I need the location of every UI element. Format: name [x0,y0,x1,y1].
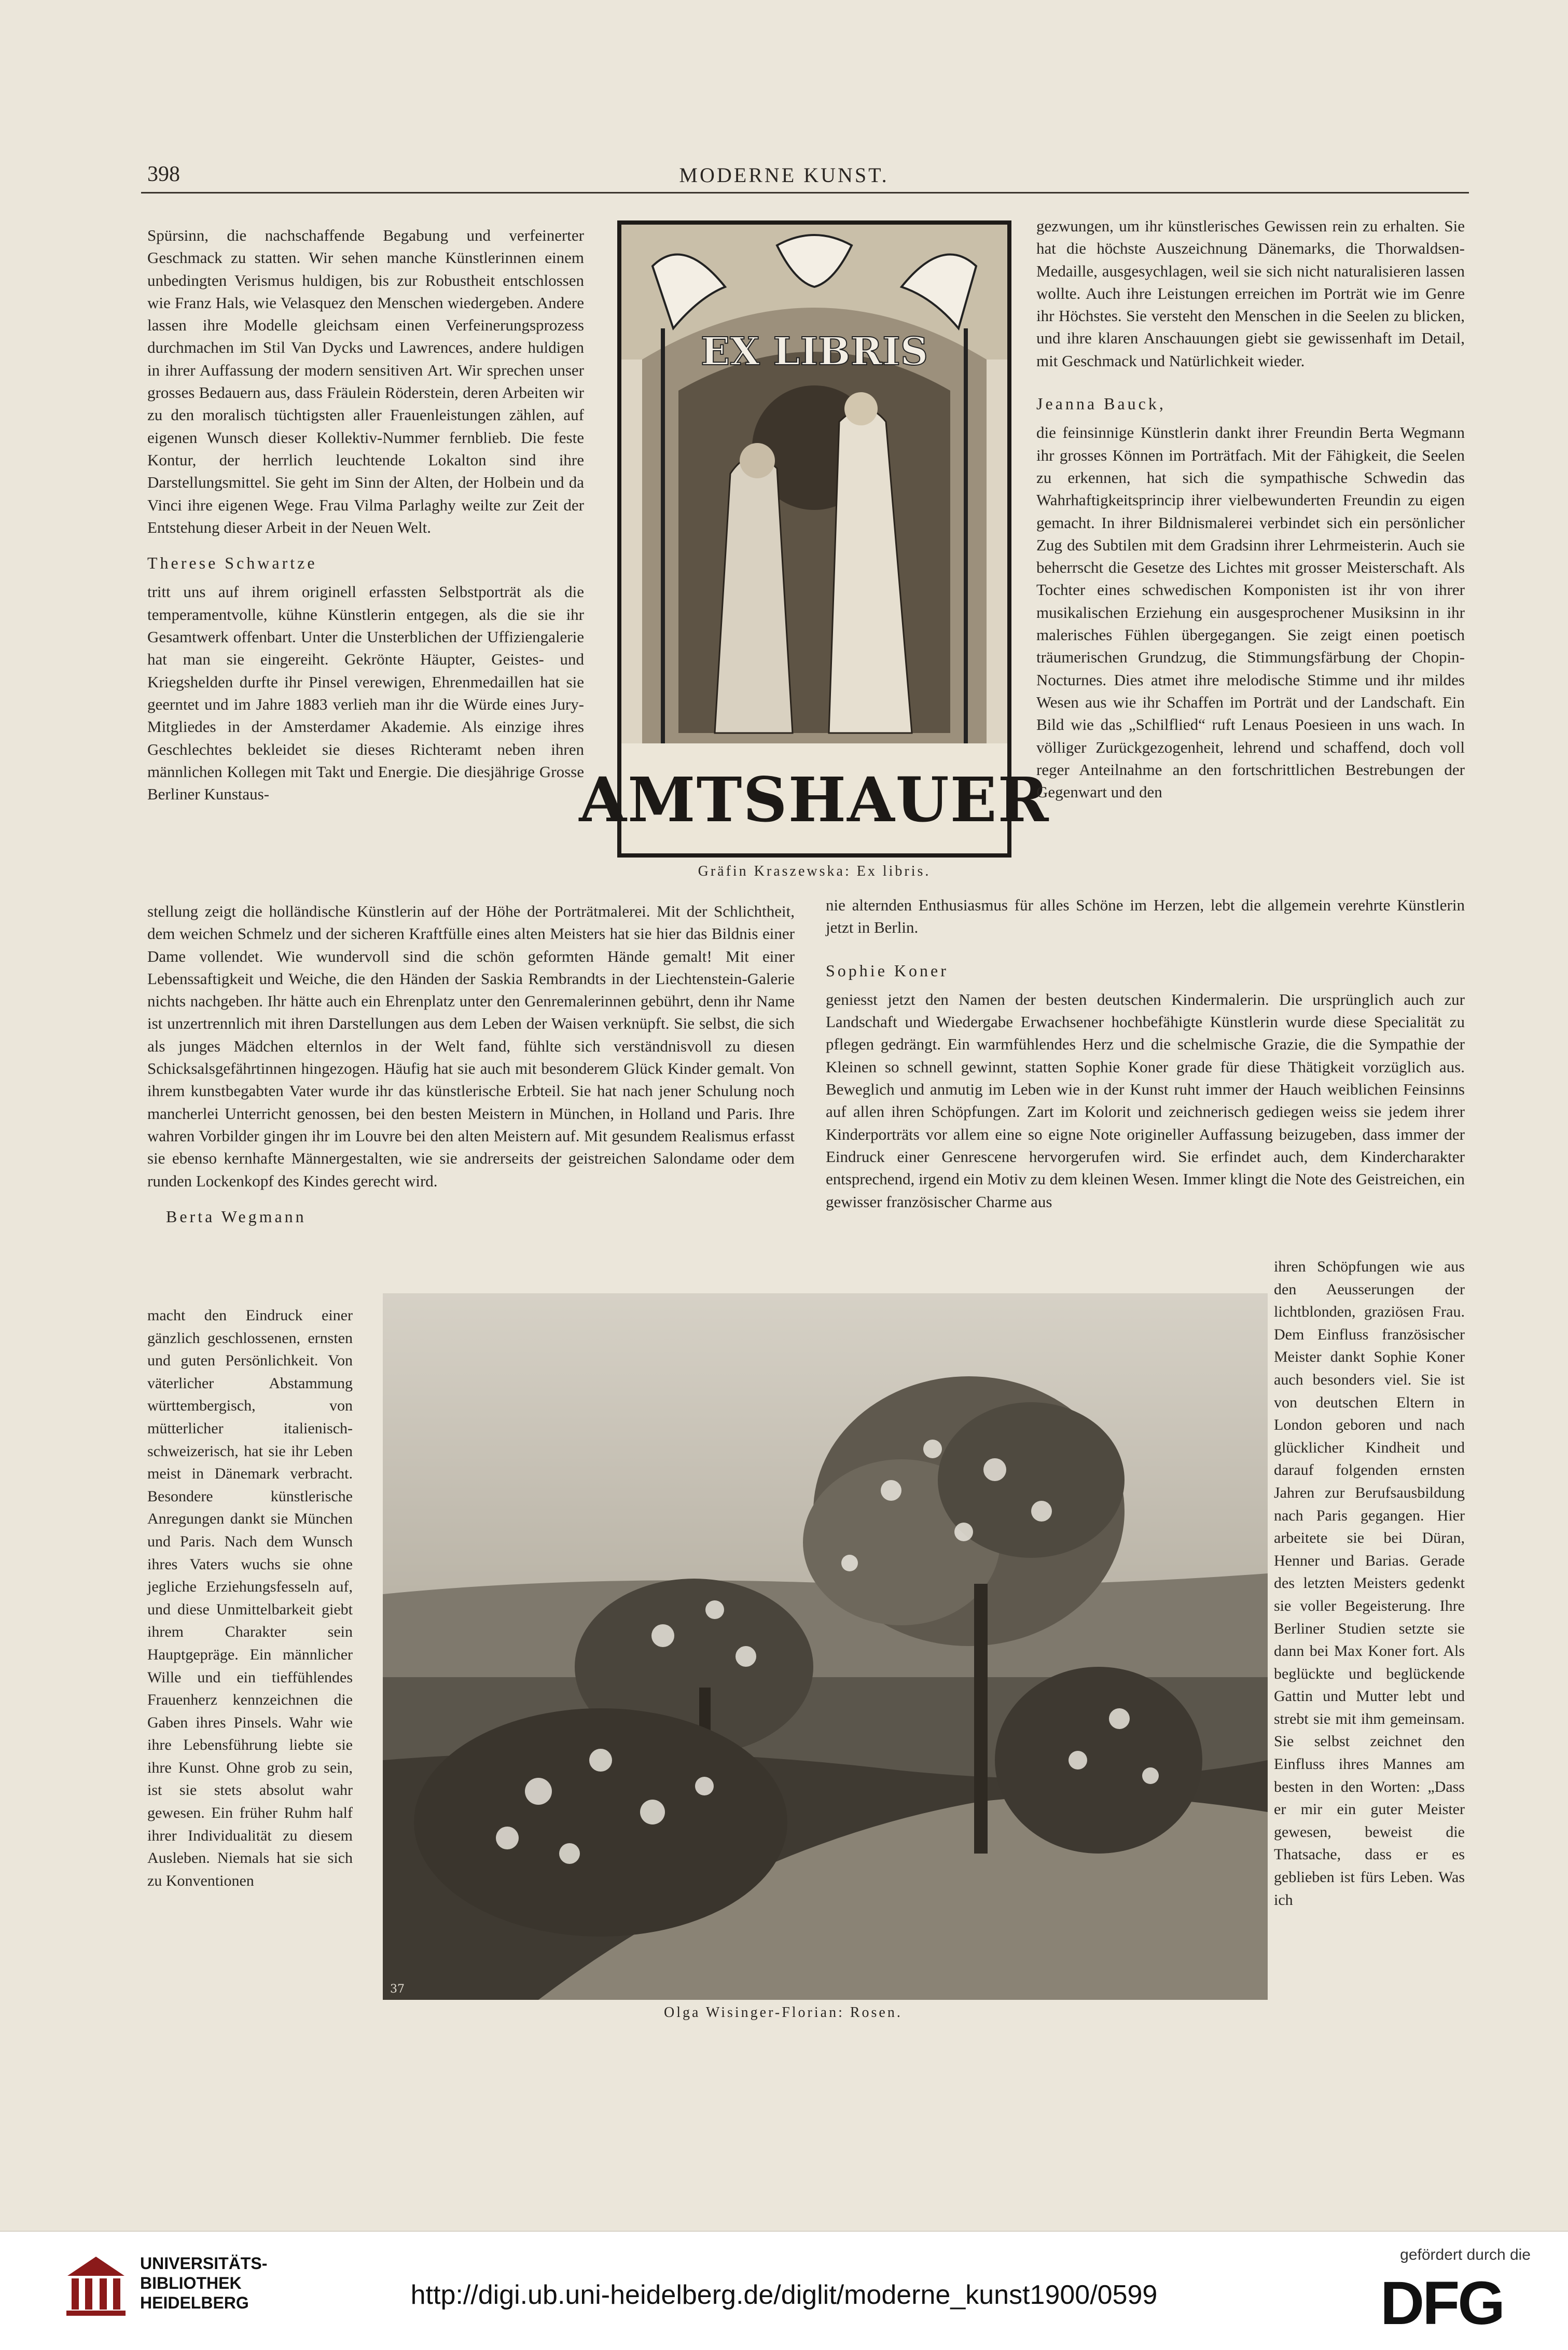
plate-mark: 37 [390,1983,405,1996]
digitization-footer [0,2231,1568,2350]
paragraph-bauck-cont: nie alternden Enthusiasmus für alles Schöne im Herzen, lebt die allgemein verehrte Künstlerin jetzt in Berlin. [826,896,1465,937]
roses-painting [383,1293,1268,2000]
paragraph-schwartze: tritt uns auf ihrem originell erfassten Selbstporträt als die temperamentvolle, kühne Künstlerin entgegen, als die sie ihr Gesamtwerk offenbart. Unter die Unsterblichen der Uffiziengalerie hat man sie eingereiht. Gekrönte Häupter, Geistes- und Kriegshelden durfte ihr Pinsel verewigen, Ehrenmedaillen hat sie geerntet und im Jahre 1883 verlieh man ihr die Würde eines Jury-Mitgliedes in der Amsterdamer Akademie. Als einzige ihres Geschlechtes bekleidet sie dieses Richteramt neben ihren männlichen Kollegen mit Takt und Energie. Die diesjährige Grosse Berliner Kunstaus- [147,583,584,804]
running-title: MODERNE KUNST. [679,163,889,187]
wide-right-column [826,894,1465,1213]
institution-line: BIBLIOTHEK [140,2274,242,2292]
header-rule [141,192,1469,193]
ex-libris-illustration [579,220,1050,858]
caption-roses: Olga Wisinger-Florian: Rosen. [664,2005,903,2021]
dfg-logo-text: DFG [1380,2269,1504,2338]
heading-bauck: Jeanna Bauck, [1036,394,1166,413]
wide-left-column [147,900,795,1230]
paragraph-bauck: die feinsinnige Künstlerin dankt ihrer Freundin Berta Wegmann ihr grosses Können im Porträtfach. Mit der Fähigkeit, die Seelen zu erkennen, hat sich die sympathische Schwedin das Wahrhaftigkeitsprincip ihrer vielbewunderten Freundin zu eigen gemacht. In ihrer Bildnismalerei verbindet sich ein persönlicher Zug des Subtilen mit dem Gradsinn ihrer Lehrmeisterin. Auch sie beherrscht die Gesetze des Lichtes mit grosser Meisterschaft. Als Tochter eines schwedischen Komponisten ist ihr von ihrer musikalischen Erziehung ein ausgesprochener Musiksinn in ihr malerisches Fühlen übergegangen. Sie zeigt einen poetisch träumerischen Grundzug, die Stimmungsfärbung der Chopin-Nocturnes. Dies atmet ihre melodische Stimme und ihr mildes Wesen aus wie ihr Schaffen im Porträt und der Landschaft. Ein Bild wie das „Schilflied“ ruft Lenaus Poesieen in uns wach. In völliger Zurückgezogenheit, lehrend und schaffend, doch voll reger Anteilnahme an den fortschrittlichen Bestrebungen der Gegenwart und den [1036,423,1465,801]
right-column-top [1036,215,1465,803]
paragraph-koner: geniesst jetzt den Namen der besten deutschen Kindermalerin. Die ursprünglich auch zur Landschaft und Wiedergabe Erwachsener hochbefähigte Künstlerin wurde diese Specialität zu pflegen gedrängt. Ein warmfühlendes Herz und die schelmische Grazie, die die Sympathie der Kleinen so schnell gewinnt, statten Sophie Koner grade für diese Thätigkeit vorzüglich aus. Beweglich und anmutig im Leben wie in der Kunst ruht immer der Hauch weiblichen Feinsinns auf allen ihren Schöpfungen. Zart im Kolorit und zeichnerisch gediegen weiss sie jedem ihrer Kinderporträts vor allem eine so eigne Note origineller Auffassung beizugeben, dass immer der Eindruck einer Genrescene hervorgerufen wird. Sie erfindet auch, dem Kindercharakter entsprechend, irgend ein Motiv zu dem kleinen Wesen. Immer klingt die Note des Geistreichen, ein gewisser französischer Charme aus [826,990,1465,1211]
ex-libris-owner-name: AMTSHAUER [579,764,1050,836]
institution-line: HEIDELBERG [140,2293,249,2312]
ex-libris-banner: EX LIBRIS [700,329,928,374]
paragraph-wegmann: macht den Eindruck einer gänzlich geschlossenen, ernsten und guten Persönlichkeit. Von väterlicher Abstammung württembergisch, von mütterlicher italienisch-schweizerisch, hat sie ihr Leben meist in Dänemark verbracht. Besondere künstlerische Anregungen dankt sie München und Paris. Nach dem Wunsch ihres Vaters wuchs sie ohne jegliche Erziehungsfesseln auf, und diese Unmittelbarkeit giebt ihrem Charakter sein Hauptgepräge. Ein männlicher Wille und ein tieffühlendes Frauenherz kennzeichnen die Gaben ihres Pinsels. Wahr wie ihre Lebensführung liebte sie ihre Kunst. Ohne grob zu sein, ist sie stets absolut wahr gewesen. Ein früher Ruhm half ihrer Individualität zu diesem Ausleben. Niemals hat sie sich zu Konventionen [147,1307,353,1889]
heading-koner: Sophie Koner [826,961,949,980]
paragraph-schwartze-cont: stellung zeigt die holländische Künstlerin auf der Höhe der Porträtmalerei. Mit der Schlichtheit, dem weichen Schmelz und der sicheren Kraftfülle eines alten Meisters hat sie hier das Bildnis einer Dame vollendet. Wie wundervoll sind die schön geformten Hände gemalt! Mit einer Lebenssaftigkeit und Weiche, die den Händen der Saskia Rembrandts in der Liechtenstein-Galerie nichts nachgeben. Ihr hätte auch ein Ehrenplatz unter den Genremalerinnen gebührt, denn ihr Name ist unzertrennlich mit ihren Darstellungen aus dem Leben der Waisen verknüpft. Sie selbst, die sich als junges Mädchen elternlos in der Welt fand, fühlte sich verständnisvoll zu diesen Schicksalsgefährtinnen hingezogen. Häufig hat sie auch mit besonderem Glück Kinder gemalt. Von ihrem kunstbegabten Vater wurde ihr das künstlerische Erbteil. Sie hat nach jener Schulung noch mancherlei Unterricht genossen, bei den besten Meistern in München, in Holland und Paris. Ihre wahren Vorbilder gingen ihr im Louvre bei den alten Meistern auf. Mit gesundem Realismus erfasst sie ebenso kernhafte Männergestalten, wie sie andrerseits der geistreichen Salondame oder dem runden Lockenkopf des Kindes gerecht wird. [147,902,795,1190]
left-column-top [147,224,584,805]
institution-line: UNIVERSITÄTS- [140,2254,268,2273]
heading-wegmann: Berta Wegmann [166,1207,307,1226]
ex-libris-artwork [579,225,1050,853]
caption-ex-libris: Gräfin Kraszewska: Ex libris. [698,863,931,879]
paragraph-right-top: gezwungen, um ihr künstlerisches Gewissen rein zu erhalten. Sie hat die höchste Auszeichnung Dänemarks, die Thorwaldsen-Medaille, ausgesychlagen, weil sie sich nicht naturalisieren lassen wollte. Auch ihre Leistungen erreichen im Porträt wie im Genre ihr Höchstes. Sie versteht den Menschen in die Seelen zu blicken, und ihre klaren Anschauungen giebt sie gewissenhaft im Detail, mit Geschmack und Natürlichkeit wieder. [1036,217,1465,370]
paragraph-koner-cont: ihren Schöpfungen wie aus den Aeusserungen der lichtblonden, graziösen Frau. Dem Einfluss französischer Meister dankt Sophie Koner auch besonders viel. Sie ist von deutschen Eltern in London geboren und nach glücklicher Kindheit und darauf folgenden ernsten Jahren zur Berufsausbildung nach Paris gegangen. Hier arbeitete sie bei Düran, Henner und Barias. Gerade des letzten Meisters gedenkt sie voller Begeisterung. Ihre Berliner Studien setzte sie dann bei Max Koner fort. Als beglückte und beglückende Gattin und Mutter lebt und strebt sie mit ihm gemeinsam. Sie selbst zeichnet den Einfluss ihres Mannes am besten in den Worten: „Dass er mir ein guter Meister gewesen, beweist die Thatsache, dass er es geblieben ist fürs Leben. Was ich [1274,1258,1465,1909]
permalink-url[interactable]: http://digi.ub.uni-heidelberg.de/diglit/moderne_kunst1900/0599 [410,2280,1158,2310]
heading-schwartze: Therese Schwartze [147,554,317,573]
narrow-right-column [1274,1255,1465,1911]
dfg-logo-icon [1380,2269,1531,2338]
paragraph-intro: Spürsinn, die nachschaffende Begabung und verfeinerter Geschmack zu statten. Wir sehen manche Künstlerinnen einem unbedingten Verismus huldigen, bis zur Robustheit entschlossen wie Franz Hals, wie Velasquez den Menschen wiedergeben. Andere lassen ihre Modelle gleichsam einen Verfeinerungsprozess durchmachen im Stil Van Dycks und Lawrences, andere huldigen in ihrer Auffassung der modern sensitiven Art. Wir sprechen unser grosses Bedauern aus, dass Fräulein Röderstein, deren Arbeiten wir zu den moralisch tüchtigsten aller Frauenleistungen zählen, auf eigenen Wunsch dieser Kollektiv-Nummer fernblieb. Die feste Kontur, der herrlich leuchtende Lokalton sind ihre Darstellungsmittel. Sie geht im Sinn der Alten, der Holbein und da Vinci ihre eigenen Wege. Frau Vilma Parlaghy weilte zur Zeit der Entstehung dieser Arbeit in der Neuen Welt. [147,226,584,536]
roses-painting-artwork [383,1293,1268,2000]
narrow-left-column [147,1304,353,1892]
sponsor-label: gefördert durch die [1400,2246,1531,2263]
page-number: 398 [147,162,180,186]
